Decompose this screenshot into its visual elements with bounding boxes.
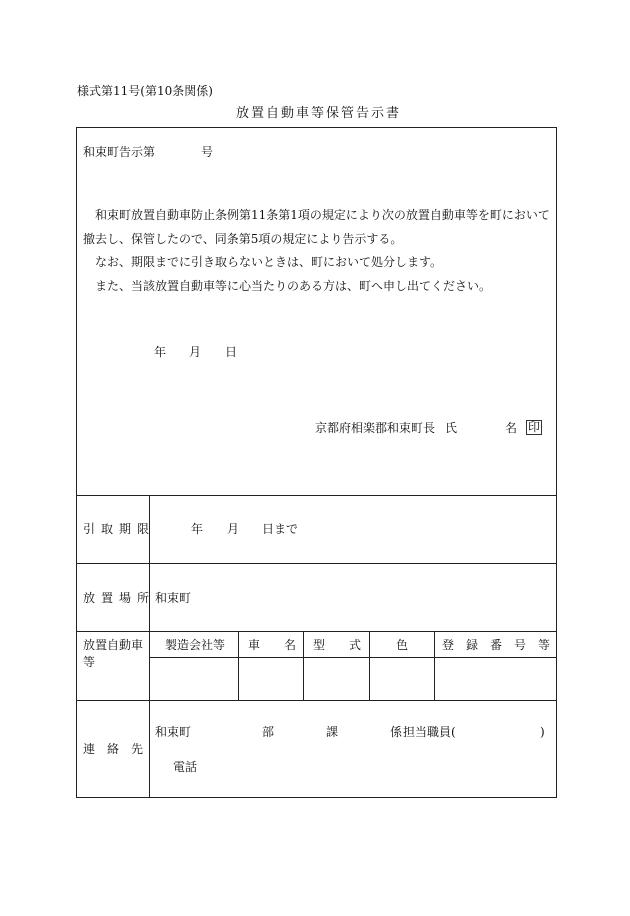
divider-vehicle-col-1 <box>238 631 239 700</box>
document-title: 放置自動車等保管告示書 <box>236 106 402 121</box>
place-value: 和束町 <box>155 591 192 605</box>
date-year-label: 年 <box>154 345 167 359</box>
vehicle-label: 放置自動車等 <box>83 638 144 669</box>
seal-mark <box>526 420 542 435</box>
divider-vehicle-col-3 <box>369 631 370 700</box>
contact-label: 連 絡 先 <box>83 742 144 756</box>
contact-staff-close: ) <box>540 725 545 739</box>
notice-number-label: 和束町告示第 <box>83 145 156 159</box>
vehicle-col-model: 型 式 <box>313 638 362 652</box>
form-number: 様式第11号(第10条関係) <box>77 84 213 98</box>
place-label: 放置場所 <box>83 591 156 605</box>
divider-vehicle-header <box>149 657 557 658</box>
contact-staff-label: 担当職員( <box>403 725 456 739</box>
pickup-deadline-label: 引取期限 <box>83 522 156 536</box>
signer-title: 京都府相楽郡和束町長 <box>315 421 436 435</box>
divider-vehicle-col-2 <box>303 631 304 700</box>
date-month-label: 月 <box>189 345 202 359</box>
notice-paragraph-2: なお、期限までに引き取らないときは、町において処分します。 <box>95 255 443 269</box>
pickup-year-label: 年 <box>191 522 204 536</box>
date-day-label: 日 <box>225 345 238 359</box>
pickup-until-label: 日まで <box>262 522 299 536</box>
contact-unit: 係 <box>390 725 403 739</box>
divider-vehicle-col-4 <box>434 631 435 700</box>
contact-phone-label: 電話 <box>173 760 198 774</box>
pickup-month-label: 月 <box>227 522 240 536</box>
contact-section: 課 <box>326 725 339 739</box>
notice-body <box>83 204 553 298</box>
divider-label-column <box>149 495 150 798</box>
name-label-family: 氏 <box>445 421 458 435</box>
contact-department: 部 <box>262 725 275 739</box>
notice-paragraph-1: 和束町放置自動車防止条例第11条第1項の規定により次の放置自動車等を町において撤去し、保管したので、同条第5項の規定により告示する。 <box>83 208 550 246</box>
seal-icon: 印 <box>528 420 541 434</box>
notice-paragraph-3: また、当該放置自動車等に心当たりのある方は、町へ申し出てください。 <box>95 278 492 293</box>
vehicle-col-color: 色 <box>396 638 409 652</box>
vehicle-col-maker: 製造会社等 <box>165 638 226 652</box>
name-label-given: 名 <box>505 421 518 435</box>
vehicle-col-car-name: 車 名 <box>248 638 297 652</box>
contact-town: 和束町 <box>155 725 192 739</box>
notice-number-suffix: 号 <box>201 145 214 159</box>
vehicle-col-registration: 登 録 番 号 等 <box>442 638 551 652</box>
